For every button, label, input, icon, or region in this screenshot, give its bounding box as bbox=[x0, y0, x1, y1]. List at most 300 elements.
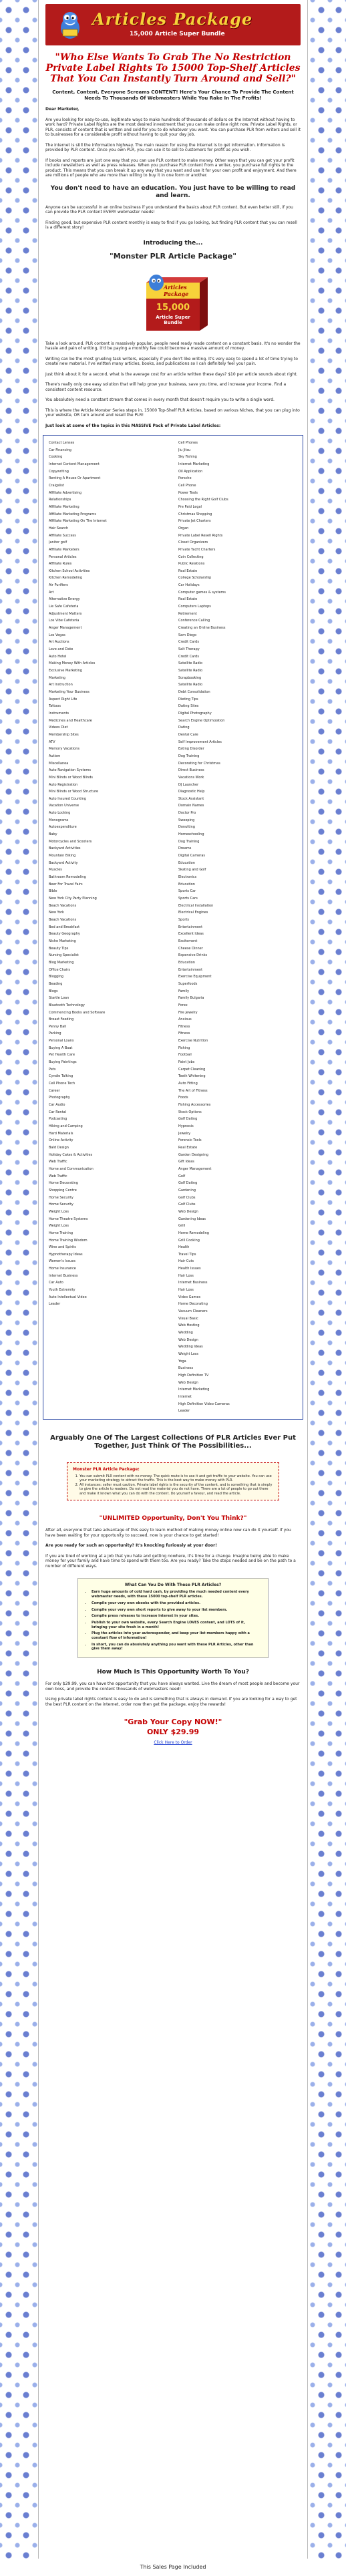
topic-item: Affiliate Rules bbox=[49, 562, 72, 567]
topic-item: Electronics bbox=[178, 875, 197, 880]
topic-item: Yoga bbox=[178, 1359, 186, 1363]
topic-item: Cell Phone Tech bbox=[49, 1082, 75, 1086]
topic-item: Education bbox=[178, 882, 195, 887]
topic-item: Craigslist bbox=[49, 483, 65, 488]
topic-item: Air Purifiers bbox=[49, 583, 68, 588]
body-paragraph: This is where the Article Monster Series steps in, 15000 Top-Shelf PLR Articles, based on various Niches, that you can plug into your website, OR turn around and resell the PLR! bbox=[45, 408, 300, 418]
topic-item: Cell Phone bbox=[178, 483, 196, 488]
body-paragraph: Writing can be the most grueling task writers, especially if you don't like writing. It's very easy to spend a lot of time trying to create new material. I've written many articles, books, and publications so I can definitely feel your pain. bbox=[45, 356, 298, 366]
topic-item: Beach Vacations bbox=[49, 917, 77, 922]
topic-item: Aspect Right Life bbox=[49, 697, 77, 701]
topic-item: Auto Registration bbox=[49, 782, 78, 787]
topics-column-left bbox=[43, 440, 173, 1415]
topic-item: Doctor Pro bbox=[178, 811, 196, 816]
topic-item: High Definition Video Cameras bbox=[178, 1402, 230, 1406]
topic-item: Bald Design bbox=[49, 1145, 69, 1150]
topic-item: Cheese Dinner bbox=[178, 946, 203, 951]
topic-item: Home and Communication bbox=[49, 1166, 94, 1171]
topic-item: Internet Marketing bbox=[178, 1388, 210, 1392]
topic-item: Beading bbox=[49, 981, 63, 986]
topic-item: Bible bbox=[49, 889, 57, 894]
topic-item: Real Estate bbox=[178, 597, 198, 602]
topic-item: Art Instruction bbox=[49, 683, 73, 687]
sales-page bbox=[38, 0, 308, 2559]
topic-item: DJ Launcher bbox=[178, 782, 199, 787]
topic-item: Love and Date bbox=[49, 647, 73, 652]
topic-item: Beer For Travel Fairs bbox=[49, 882, 83, 887]
intro-paragraph: Anyone can be successful in an online business if you understand the basics about PLR content. But even better still, if you can provide the PLR content EVERY webmaster needs! bbox=[45, 204, 293, 214]
topic-item: Niche Marketing bbox=[49, 939, 76, 943]
topic-item: Blog Marketing bbox=[49, 960, 74, 965]
topic-item: Health Issues bbox=[178, 1267, 201, 1271]
benefit-item: • Compile press releases to increase interest in your sites. bbox=[92, 1614, 261, 1619]
topic-item: Los Vegas bbox=[49, 633, 65, 637]
topic-item: College Scholarship bbox=[178, 576, 212, 581]
topic-item: Wine and Spirits bbox=[49, 1245, 76, 1250]
topic-item: Carpet Cleaning bbox=[178, 1067, 206, 1072]
topic-item: Fire Jewelry bbox=[178, 1010, 198, 1015]
topic-item: Excellent Ideas bbox=[178, 932, 204, 937]
topic-item: Search Engine Optimization bbox=[178, 718, 225, 723]
topic-item: Autism bbox=[49, 754, 61, 758]
introducing-label: Introducing the... bbox=[143, 239, 203, 247]
benefit-item: • In short, you can do absolutely anything you want with these PLR Articles, other than give them away! bbox=[92, 1643, 261, 1651]
topic-item: Vacuum Cleaners bbox=[178, 1309, 208, 1314]
topic-item: Dog Training bbox=[178, 754, 200, 758]
topic-item: Exclusive Marketing bbox=[49, 669, 82, 673]
topic-item: Home Insurance bbox=[49, 1267, 76, 1271]
main-headline: "Who Else Wants To Grab The No Restriction Private Label Rights To 15000 Top-Shelf Articles That You Can Instantly Turn Around and Sell?" bbox=[45, 52, 301, 84]
brand-tagline: 15,000 Article Super Bundle bbox=[130, 31, 225, 37]
topic-item: Weight Loss bbox=[49, 1209, 69, 1214]
topic-item: Web Traffic bbox=[49, 1160, 67, 1164]
benefit-item: • Compile your very own short reports to give away to your list members. bbox=[92, 1608, 261, 1613]
topic-item: Forex bbox=[178, 1003, 188, 1007]
topic-item: Exercise Nutrition bbox=[178, 1039, 208, 1043]
topic-item: Miscellanea bbox=[49, 761, 69, 766]
topic-item: Web Traffic bbox=[49, 1174, 67, 1178]
topic-item: Relationships bbox=[49, 498, 71, 502]
topic-item: Satellite Radio bbox=[178, 669, 203, 673]
topic-item: Golf bbox=[178, 1174, 186, 1178]
benefit-item: • Plug the articles into your autoresponder, and keep your list members happy with a constant flow of information! bbox=[92, 1631, 261, 1640]
topic-item: Stock Assistant bbox=[178, 796, 204, 801]
topic-item: Auto Intellectual Video bbox=[49, 1295, 87, 1299]
topic-item: Web Design bbox=[178, 1209, 198, 1214]
topic-item: Mountain Biking bbox=[49, 854, 76, 858]
topic-item: Car Rental bbox=[49, 1110, 67, 1114]
topic-item: Photography bbox=[49, 1096, 70, 1100]
topic-item: Fishing Accessories bbox=[178, 1103, 211, 1108]
topic-item: Videos Diet bbox=[49, 726, 68, 730]
topic-item: Backyard Activity bbox=[49, 860, 78, 865]
topic-item: Choosing the Right Golf Clubs bbox=[178, 498, 228, 502]
topic-item: Scrapbooking bbox=[178, 675, 202, 680]
what-can-you-do-title: What Can You Do With These PLR Articles? bbox=[124, 1583, 222, 1588]
topic-item: Public Relations bbox=[178, 562, 205, 567]
topic-item: Women's Issues bbox=[49, 1259, 75, 1264]
topic-item: Podcasting bbox=[49, 1117, 67, 1122]
topic-item: Forensic Tools bbox=[178, 1138, 202, 1143]
topic-item: Bathroom Remodeling bbox=[49, 875, 86, 880]
topic-item: Startle Loan bbox=[49, 996, 69, 1001]
topic-item: Education bbox=[178, 860, 195, 865]
topic-item: Family Bulgaria bbox=[178, 996, 204, 1001]
topic-item: Art Auctions bbox=[49, 640, 69, 645]
topic-item: Vacations Work bbox=[178, 775, 204, 780]
topic-item: Retirement bbox=[178, 611, 197, 616]
subheadline: Content, Content, Everyone Screams CONTENT! Here's Your Chance To Provide The Content Needs To Thousands Of Webmasters While You Rake In The Profits! bbox=[52, 90, 294, 101]
topic-item: Beauty Geography bbox=[49, 932, 80, 937]
topic-item: Family bbox=[178, 989, 190, 993]
topic-item: Internet Business bbox=[178, 1281, 208, 1285]
topics-box bbox=[43, 435, 303, 1420]
topic-item: Digital Photography bbox=[178, 711, 212, 715]
bonus-item: 1. You can submit PLR content with no money. The quick route is to use it and get traffic to your website. You can use your marketing strategy to attract the traffic. This is the best way to make money with PLR. bbox=[79, 1474, 273, 1483]
intro-paragraph: If books and reports are just one way that you can use PLR content to make money. Other ways that you can get your profit include newsletters as well as press releases. When you purchase PLR content from a writer, you purchase full rights to the product. This means that you can break it up any way that you want and use it for your own profit and enjoyment. And there are millions of people who are more than willing to buy it in one form or another. bbox=[45, 158, 297, 178]
topic-item: Monograms bbox=[49, 818, 69, 822]
topic-item: Sweeping bbox=[178, 818, 195, 822]
topic-item: Homeschooling bbox=[178, 832, 204, 837]
topic-item: Auto Locking bbox=[49, 811, 71, 816]
topic-item: Buying A Boat bbox=[49, 1045, 73, 1050]
topic-item: Garden Designing bbox=[178, 1152, 208, 1157]
topic-item: ATV bbox=[49, 740, 55, 744]
topics-column-right bbox=[173, 440, 303, 1415]
topic-item: Real Estate bbox=[178, 1145, 198, 1150]
topic-item: Travel Tips bbox=[178, 1252, 196, 1257]
worth-paragraph: For only $29.99, you can have the opportunity that you have always wanted. Live the dream of most people and become your own boss, and provide the content thousands of webmasters need! bbox=[45, 1681, 300, 1692]
bonus-box bbox=[67, 1462, 279, 1501]
topic-item: Instruments bbox=[49, 711, 69, 715]
topic-item: Eating Disorder bbox=[178, 747, 204, 752]
topic-item: Pre Paid Legal bbox=[178, 504, 202, 509]
topic-item: Affiliate Marketers bbox=[49, 547, 79, 552]
cartoon-mascot-icon bbox=[57, 8, 83, 40]
topic-item: Entertainment bbox=[178, 925, 203, 929]
topic-item: Personal Loans bbox=[49, 1039, 74, 1043]
topic-item: Tattoos bbox=[49, 704, 61, 709]
topic-item: Golf Dating bbox=[178, 1117, 198, 1122]
topic-item: Donutting bbox=[178, 825, 195, 830]
topic-item: Shopping Centre bbox=[49, 1188, 77, 1192]
topic-item: Internet Business bbox=[49, 1273, 78, 1278]
topic-item: Marketing bbox=[49, 675, 65, 680]
topic-item: Power Tools bbox=[178, 490, 198, 495]
topic-item: Satellite Radio bbox=[178, 683, 203, 687]
education-callout: You don't need to have an education. You just have to be willing to read and learn. bbox=[50, 184, 296, 199]
topic-item: Youth Extremity bbox=[49, 1288, 75, 1293]
topic-item: Home Security bbox=[49, 1202, 73, 1207]
topic-item: Dog Training bbox=[178, 839, 200, 844]
topic-item: Dating Sites bbox=[178, 704, 199, 709]
topic-item: Porsche bbox=[178, 476, 192, 481]
topic-item: Pets bbox=[49, 1067, 56, 1072]
topic-item: Hair Search bbox=[49, 526, 69, 530]
salutation: Dear Marketer, bbox=[45, 107, 79, 112]
topic-item: New York City Party Planning bbox=[49, 897, 97, 901]
topic-item: Diagnostic Help bbox=[178, 790, 205, 794]
topic-item: Beach Vacations bbox=[49, 903, 77, 908]
benefit-item: • Compile your very own ebooks with the provided articles. bbox=[92, 1601, 261, 1606]
topic-item: Teeth Whitening bbox=[178, 1074, 206, 1079]
topic-item: Web Hosting bbox=[178, 1323, 200, 1328]
topic-item: Conference Calling bbox=[178, 619, 210, 623]
topic-item: Medicines and Healthcare bbox=[49, 718, 92, 723]
topic-item: The Art of Fitness bbox=[178, 1088, 208, 1093]
topic-item: Gardening bbox=[178, 1188, 196, 1192]
body-paragraph: Take a look around. PLR content is massively popular, people need ready made content on a constant basis. It's no wonder the hassle and pain of writing, it'd be paying a monthly fee could become a massive amount of money. bbox=[45, 341, 301, 351]
topic-item: Computers Laptops bbox=[178, 605, 211, 609]
topic-item: Mini Blinds or Wood Blinds bbox=[49, 775, 93, 780]
topic-item: Anger Management bbox=[178, 1166, 212, 1171]
box-count: 15,000 bbox=[156, 302, 190, 313]
topic-item: Office Chairs bbox=[49, 967, 70, 972]
topic-item: Organ bbox=[178, 526, 189, 530]
topic-item: Sports Cars bbox=[178, 897, 198, 901]
topic-item: Dieting Tips bbox=[178, 697, 198, 701]
body-paragraph: Just think about it for a second, what is the average cost for an article written these days? $10 per article sounds about right. bbox=[45, 371, 298, 377]
topic-item: Buying Paintings bbox=[49, 1060, 77, 1065]
topic-item: Gift Ideas bbox=[178, 1160, 194, 1164]
benefit-item: • Earn huge amounts of cold hard cash, by providing the much needed content every webmaster needs, with these 15000 top-shelf PLR articles. bbox=[92, 1590, 261, 1599]
topic-item: Copywriting bbox=[49, 469, 69, 474]
topic-item: Internet Content Management bbox=[49, 462, 100, 466]
topic-item: Hard Materials bbox=[49, 1131, 73, 1136]
topic-item: Fitness bbox=[178, 1024, 190, 1029]
intro-paragraph: The internet is still the information highway. The main reason for using the internet is to get information. Information is provided by PLR content. Once you own PLR, you can use it to sell to customers for profit as you wish. bbox=[45, 142, 285, 152]
topic-item: Wedding bbox=[178, 1331, 193, 1335]
bonus-item: 2. All instances: seller must caution. Private label rights is the security of the content, and is something that is simply to give the article to readers. Do not read the material you do not have. There are a lot of people to go out there and make it known what you can do with the content. Do yourself a favour, and read the article. bbox=[79, 1483, 273, 1496]
header-banner bbox=[45, 4, 301, 45]
price-label: ONLY $29.99 bbox=[146, 1728, 200, 1737]
topic-item: Foods bbox=[178, 1096, 188, 1100]
topic-item: Football bbox=[178, 1053, 192, 1058]
topic-item: Sports bbox=[178, 917, 190, 922]
section-heading: Arguably One Of The Largest Collections Of PLR Articles Ever Put Together, Just Think Of The Possibilities... bbox=[50, 1434, 296, 1450]
topic-item: Creating an Online Business bbox=[178, 626, 226, 631]
unlimited-paragraph: After all, everyone that take advantage of this easy to learn method of making money online now can do it yourself. If you have been waiting for your opportunity to succeed, now is your chance to get started! bbox=[45, 1528, 291, 1538]
topic-item: Adjustment Matters bbox=[49, 611, 82, 616]
topic-item: Affiliate Marketing On The Internet bbox=[49, 519, 107, 524]
topic-item: Oil Application bbox=[178, 469, 203, 474]
topic-item: Making Money With Articles bbox=[49, 661, 96, 666]
topic-item: Expensive Drinks bbox=[178, 953, 208, 958]
box-brand: Articles Package bbox=[164, 283, 189, 297]
topic-item: Car Audio bbox=[49, 1103, 65, 1108]
topic-item: Parking bbox=[49, 1031, 61, 1036]
topic-item: Digital Cameras bbox=[178, 854, 206, 858]
product-box-image bbox=[133, 269, 213, 336]
topic-item: Dreams bbox=[178, 846, 192, 851]
topic-item: Education bbox=[178, 960, 195, 965]
topic-item: Paint Jobs bbox=[178, 1060, 195, 1065]
topic-item: Electrical Installation bbox=[178, 903, 214, 908]
topic-item: Muscles bbox=[49, 868, 62, 872]
topic-item: Golf Clubs bbox=[178, 1195, 196, 1200]
topic-item: Private Label Resell Rights bbox=[178, 533, 223, 538]
topic-item: Weight Loss bbox=[178, 1352, 198, 1356]
topic-item: Breast Feeding bbox=[49, 1017, 74, 1022]
topic-item: Blogging bbox=[49, 975, 63, 979]
topic-item: Hair Loss bbox=[178, 1273, 194, 1278]
topic-item: Exercise Equipment bbox=[178, 975, 212, 979]
topic-item: Internet Marketing bbox=[178, 462, 210, 466]
topic-item: Christmas Shopping bbox=[178, 512, 212, 516]
topic-item: Art bbox=[49, 590, 54, 595]
topic-item: Visual Basic bbox=[178, 1316, 198, 1321]
topic-item: Sky Fishing bbox=[178, 455, 197, 460]
box-subtitle: Article Super Bundle bbox=[156, 314, 190, 325]
topic-item: Satellite Radio bbox=[178, 661, 203, 666]
topic-item: Cooking bbox=[49, 455, 63, 460]
topic-item: Alternative Energy bbox=[49, 597, 80, 602]
topic-item: Contact Lenses bbox=[49, 441, 75, 445]
topic-item: Entertainment bbox=[178, 967, 203, 972]
topic-item: Leader bbox=[49, 1302, 61, 1307]
topic-item: Baby bbox=[49, 832, 57, 837]
topic-item: Car Auto bbox=[49, 1281, 63, 1285]
body-paragraph: You absolutely need a constant stream that comes in every month that doesn't require you to write a single word. bbox=[45, 397, 275, 402]
topic-item: Fishing bbox=[178, 1045, 190, 1050]
topic-item: Closet Organizers bbox=[178, 540, 208, 545]
brand-title: Articles Package bbox=[92, 9, 253, 29]
topic-item: Domain Names bbox=[178, 804, 204, 808]
cta-heading: "Grab Your Copy NOW!" bbox=[124, 1718, 222, 1727]
topic-item: Motorcycles and Scooters bbox=[49, 839, 92, 844]
topic-item: Affiliate Advertising bbox=[49, 490, 82, 495]
topic-item: Hair Loss bbox=[178, 1288, 194, 1293]
topic-item: Online Activity bbox=[49, 1138, 73, 1143]
worth-paragraph: Using private label rights content is easy to do and is something that is always in demand. If you are looking for a way to get the best PLR content on the internet, order now then get the package, enjoy the rewards! bbox=[45, 1697, 297, 1707]
topic-item: Home Decorating bbox=[49, 1181, 78, 1186]
topic-item: Credit Cards bbox=[178, 640, 199, 645]
topic-item: Credit Cards bbox=[178, 654, 199, 659]
topic-item: Pet Health Care bbox=[49, 1053, 75, 1058]
topic-item: Auto Insured Counting bbox=[49, 796, 86, 801]
topic-item: High Definition TV bbox=[178, 1373, 209, 1378]
topic-item: Hypnosis bbox=[178, 1124, 194, 1128]
topic-item: Golf Dating bbox=[178, 1181, 198, 1186]
topic-item: Decorating for Christmas bbox=[178, 761, 220, 766]
topic-item: Health bbox=[178, 1245, 190, 1250]
topic-item: Excitement bbox=[178, 939, 198, 943]
topic-item: Home Theatre Systems bbox=[49, 1217, 88, 1221]
topic-item: Sports Car bbox=[178, 889, 196, 894]
topic-item: Home Training Wisdom bbox=[49, 1238, 88, 1243]
topic-item: Business bbox=[178, 1366, 194, 1371]
topic-item: Beauty Tips bbox=[49, 946, 69, 951]
topic-item: Car Financing bbox=[49, 448, 71, 452]
topic-item: Real Estate bbox=[178, 569, 198, 573]
topic-item: Direct Business bbox=[178, 768, 204, 773]
topic-item: Commencing Books and Software bbox=[49, 1010, 106, 1015]
topic-item: Wedding Ideas bbox=[178, 1345, 203, 1349]
topic-item: Jewelry bbox=[178, 1131, 191, 1136]
topic-item: Mini Blinds or Wood Structure bbox=[49, 790, 99, 794]
what-can-you-do-box bbox=[77, 1578, 269, 1658]
topic-item: Salt Therapy bbox=[178, 647, 200, 652]
topic-item: Golf Clubs bbox=[178, 1202, 196, 1207]
topic-item: Dating bbox=[178, 726, 190, 730]
product-name: "Monster PLR Article Package" bbox=[109, 251, 237, 261]
topic-item: Grill Cooking bbox=[178, 1238, 200, 1243]
order-link[interactable]: Click Here to Order bbox=[154, 1740, 192, 1746]
topic-item: Home Training bbox=[49, 1231, 73, 1235]
topic-item: Backyard Activities bbox=[49, 846, 81, 851]
topic-item: Auto Fitting bbox=[178, 1082, 198, 1086]
topic-item: Renting A House Or Apartment bbox=[49, 476, 101, 481]
topic-item: Electrical Engines bbox=[178, 911, 208, 915]
topic-item: Lie Safe Cafeteria bbox=[49, 605, 79, 609]
topic-item: Bed and Breakfast bbox=[49, 925, 80, 929]
topic-item: Car Holidays bbox=[178, 583, 200, 588]
topic-item: Sam Diego bbox=[178, 633, 197, 637]
topic-item: Debt Consolidation bbox=[178, 689, 210, 694]
intro-paragraph: Are you looking for easy-to-use, legitimate ways to make hundreds of thousands of dollars on the Internet without having to work hard? Private Label Rights are the most desired investment that you can make online right now. Private Label Rights, or PLR, consists of content that is written and sold for you to do whatever you want. You can purchase PLR from writers and sell it to businesses for a considerable profit without having to quit your day job. bbox=[45, 117, 301, 137]
topic-item: Stock Options bbox=[178, 1110, 202, 1114]
topic-item: Hypnotherapy Ideas bbox=[49, 1252, 83, 1257]
topic-item: Grill bbox=[178, 1224, 186, 1229]
topic-item: Home Remodeling bbox=[178, 1231, 209, 1235]
topic-item: Bluetooth Technology bbox=[49, 1003, 85, 1007]
topic-item: Anxious bbox=[178, 1017, 192, 1022]
topic-item: Superfoods bbox=[178, 981, 198, 986]
topic-item: Hair Cuts bbox=[178, 1259, 194, 1264]
topic-item: Fitness bbox=[178, 1031, 190, 1036]
topic-item: Web Design bbox=[178, 1337, 198, 1342]
topic-item: Vacation Universe bbox=[49, 804, 79, 808]
topic-item: Video Games bbox=[178, 1295, 201, 1299]
topic-item: Memory Vacations bbox=[49, 747, 80, 752]
topic-item: Blogs bbox=[49, 989, 58, 993]
topic-item: Home Security bbox=[49, 1195, 73, 1200]
topic-item: Affiliate Success bbox=[49, 533, 76, 538]
topic-item: Nursing Specialist bbox=[49, 953, 79, 958]
topic-item: Jiu Jitsu bbox=[178, 448, 191, 452]
topics-intro: Just look at some of the topics in this MASSIVE Pack of Private Label Articles: bbox=[45, 423, 221, 428]
unlimited-heading: "UNLIMITED Opportunity, Don't You Think?" bbox=[99, 1515, 247, 1522]
footer-caption: This Sales Page Included bbox=[0, 2559, 346, 2576]
topic-item: Internet bbox=[178, 1394, 192, 1399]
topic-item: Anger Management bbox=[49, 626, 82, 631]
worth-heading: How Much Is This Opportunity Worth To You? bbox=[97, 1669, 249, 1676]
topic-item: Autoexpenditure bbox=[49, 825, 77, 830]
topic-item: Kitchen Remodeling bbox=[49, 576, 83, 581]
topic-item: New York bbox=[49, 911, 64, 915]
topic-item: Auto Navigation Systems bbox=[49, 768, 92, 773]
topic-item: Membership Sites bbox=[49, 732, 79, 737]
topic-item: Los Vibe Cafeteria bbox=[49, 619, 79, 623]
topic-item: Coin Collecting bbox=[178, 554, 204, 559]
topic-item: Dental Care bbox=[178, 732, 198, 737]
topic-item: Penny Ball bbox=[49, 1024, 67, 1029]
topic-item: Marketing Your Business bbox=[49, 689, 90, 694]
unlimited-paragraph: If you are tired of working at a job that you hate and getting nowhere, it's time for a change. Imagine being able to make money for your family and have time to spend with them too. Are you ready? Take the steps needed and be on the path to a number of different ways. bbox=[45, 1553, 296, 1569]
topic-item: Hiking and Camping bbox=[49, 1124, 83, 1128]
topic-item: Skating and Golf bbox=[178, 868, 206, 872]
topic-item: Cyndie Talking bbox=[49, 1074, 73, 1079]
topic-item: Personal Articles bbox=[49, 554, 77, 559]
bonus-title: Monster PLR Article Package: bbox=[73, 1466, 140, 1472]
unlimited-paragraph: Are you ready for such an opportunity? It's knocking furiously at your door! bbox=[45, 1543, 217, 1549]
topic-item: Kitchen School Activities bbox=[49, 569, 90, 573]
topic-item: Computer games & systems bbox=[178, 590, 226, 595]
topic-item: Web Design bbox=[178, 1380, 198, 1385]
topic-item: Private Jet Charters bbox=[178, 519, 211, 524]
topic-item: Self Improvement Articles bbox=[178, 740, 222, 744]
body-paragraph: There's really only one easy solution that will help grow your business, save you time, and increase your income. Find a consistent content resource. bbox=[45, 382, 287, 392]
